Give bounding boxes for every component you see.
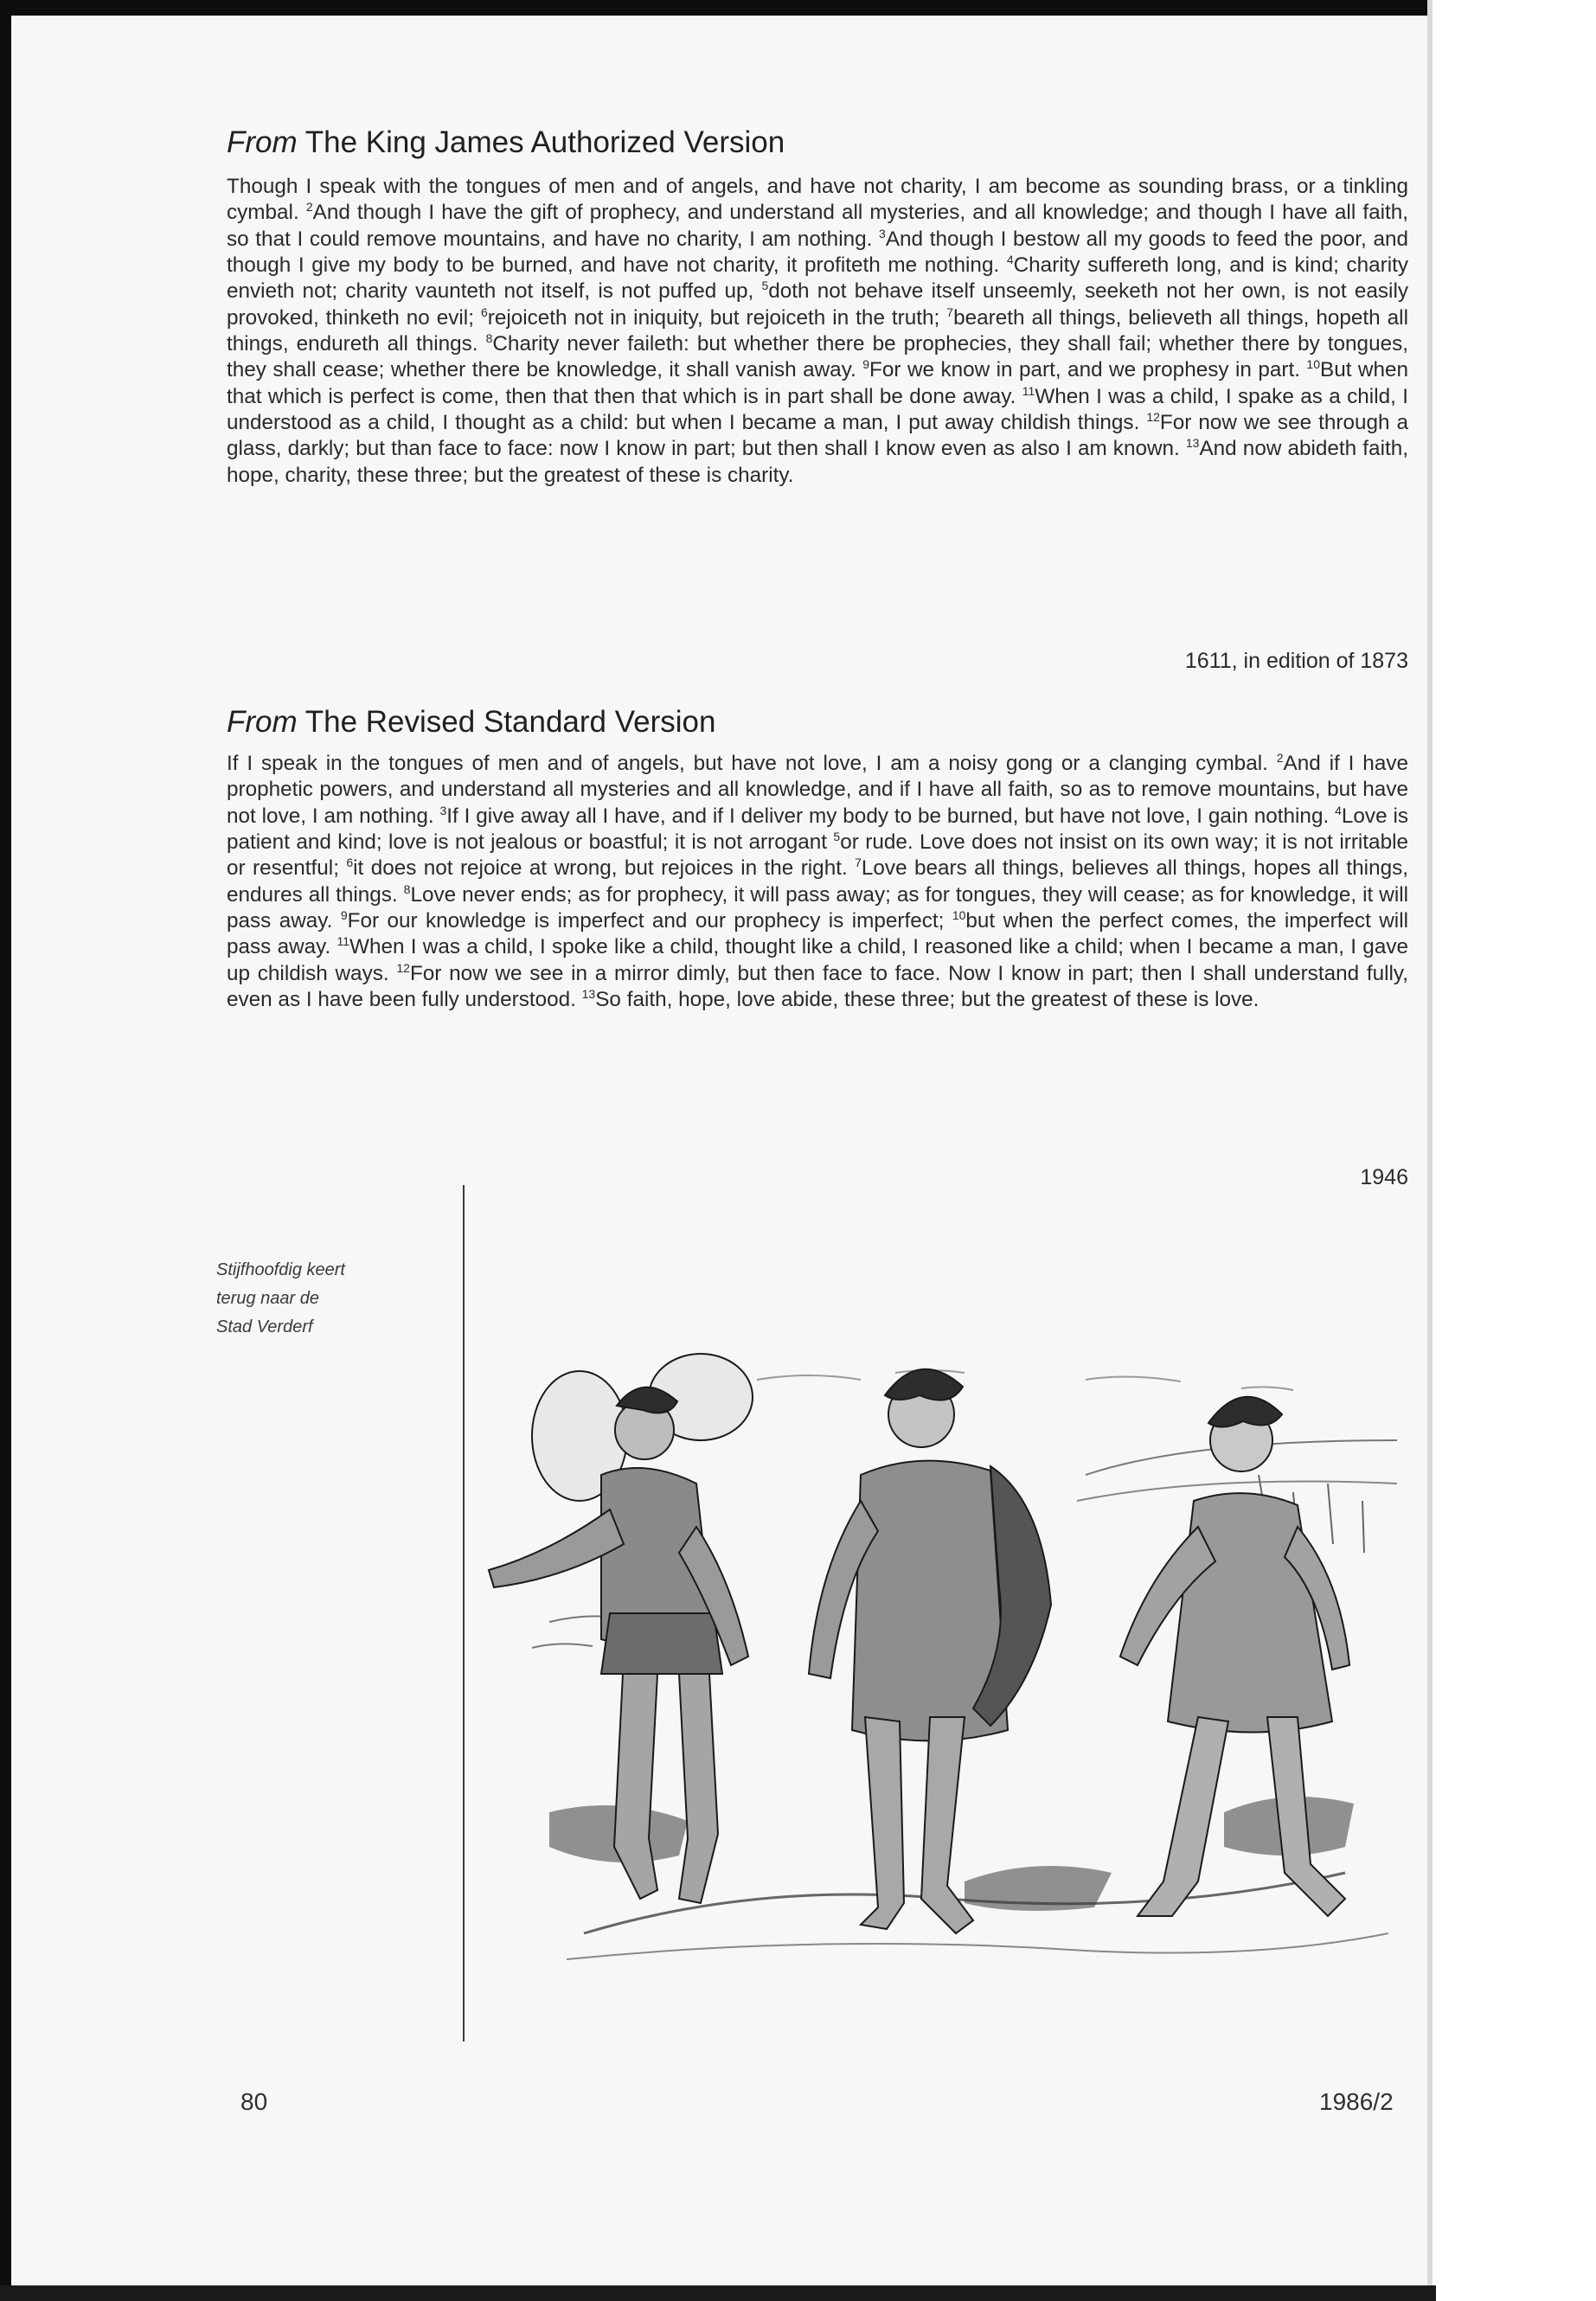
verse-text: or rude. Love does not insist on its own way; it is not irritable or resentful;	[227, 830, 1408, 881]
verse-number: 5	[833, 829, 841, 843]
rsv-attribution: 1946	[1360, 1165, 1408, 1189]
verse-number: 10	[1306, 357, 1320, 372]
verse-number: 11	[1022, 383, 1035, 398]
scan-border-left	[0, 0, 11, 2301]
illustration-caption	[216, 1256, 441, 1342]
verse-number: 11	[337, 934, 350, 949]
issue-number: 1986/2	[1319, 2088, 1394, 2115]
engraving-illustration	[480, 1328, 1432, 1985]
verse-text: rejoiceth not in iniquity, but rejoiceth in the truth;	[487, 305, 947, 330]
verse-text: If I speak in the tongues of men and of angels, but have not love, I am a noisy gong or a clanging cymbal.	[227, 752, 1277, 775]
verse-number: 6	[346, 856, 354, 870]
caption-line: Stad Verderf	[216, 1317, 313, 1336]
verse-number: 9	[862, 357, 870, 372]
verse-text: Though I speak with the tongues of men and of angels, and have not charity, I am become as sounding brass, or a tinkling cymbal.	[227, 175, 1408, 225]
verse-number: 5	[761, 279, 769, 293]
verse-number: 3	[879, 226, 886, 240]
kjv-heading-title: The King James Authorized Version	[304, 125, 785, 159]
scan-margin-right	[1433, 0, 1596, 2301]
kjv-passage	[227, 174, 1408, 489]
verse-number: 8	[403, 881, 411, 896]
verse-text: but when the perfect comes, the imperfect will pass away.	[227, 909, 1408, 959]
verse-number: 12	[396, 960, 410, 975]
verse-text: For we know in part, and we prophesy in part.	[869, 358, 1307, 382]
verse-number: 3	[439, 803, 447, 817]
verse-text: When I was a child, I spake as a child, I understood as a child, I thought as a child: but when I became a man, I put away childish things.	[227, 384, 1408, 435]
page-number: 80	[240, 2088, 268, 2115]
figure-center-youth	[809, 1369, 1051, 1933]
kjv-attribution: 1611, in edition of 1873	[1184, 649, 1408, 673]
verse-number: 7	[855, 856, 862, 870]
verse-number: 4	[1006, 252, 1014, 266]
rsv-heading-prefix: From	[227, 705, 298, 739]
verse-text: And though I have the gift of prophecy, and understand all mysteries, and all knowledge; and though I have all faith, so that I could remove mountains, and have no charity, I am nothing.	[227, 201, 1408, 251]
kjv-heading	[227, 125, 785, 160]
verse-number: 2	[1276, 750, 1284, 765]
verse-text: Love bears all things, believes all things, hopes all things, endures all things.	[227, 856, 1408, 907]
verse-number: 9	[340, 907, 348, 922]
kjv-heading-prefix: From	[227, 125, 298, 159]
verse-text: So faith, hope, love abide, these three; but the greatest of these is love.	[595, 988, 1259, 1012]
verse-number: 13	[1185, 436, 1200, 451]
verse-text: But when that which is perfect is come, then that then that which is in part shall be done away.	[227, 358, 1408, 408]
verse-text: For now we see in a mirror dimly, but then face to face. Now I know in part; then I shall understand fully, even as I have been fully understood.	[227, 961, 1408, 1012]
verse-number: 13	[581, 987, 596, 1001]
caption-line: terug naar de	[216, 1289, 319, 1308]
verse-text: doth not behave itself unseemly, seeketh not her own, is not easily provoked, thinketh no evil;	[227, 279, 1408, 330]
verse-text: And now abideth faith, hope, charity, these three; but the greatest of these is charity.	[227, 437, 1408, 487]
rsv-passage	[227, 751, 1408, 1013]
verse-text: And if I have prophetic powers, and understand all mysteries and all knowledge, and if I have all faith, so as to remove mountains, but have not love, I am nothing.	[227, 752, 1408, 828]
verse-number: 2	[305, 200, 313, 215]
verse-text: If I give away all I have, and if I deliver my body to be burned, but have not love, I gain nothing.	[446, 804, 1336, 828]
figure-left-youth	[489, 1354, 753, 1903]
verse-number: 10	[952, 907, 966, 922]
verse-text: When I was a child, I spoke like a child, thought like a child, I reasoned like a child; when I became a man, I gave up childish ways.	[227, 935, 1408, 985]
rsv-heading	[227, 705, 715, 740]
verse-number: 12	[1146, 410, 1160, 424]
verse-number: 8	[485, 330, 493, 345]
verse-text: Charity suffereth long, and is kind; charity envieth not; charity vaunteth not itself, is not puffed up,	[227, 253, 1408, 304]
verse-number: 7	[946, 304, 954, 319]
verse-text: beareth all things, believeth all things, hopeth all things, endureth all things.	[227, 305, 1408, 356]
column-divider	[463, 1185, 465, 2041]
caption-line: Stijfhoofdig keert	[216, 1260, 345, 1279]
verse-text: For now we see through a glass, darkly; but than face to face: now I know in part; but then shall I know even as also I am known.	[227, 411, 1408, 461]
verse-text: For our knowledge is imperfect and our prophecy is imperfect;	[347, 909, 952, 933]
rsv-heading-title: The Revised Standard Version	[304, 705, 716, 739]
verse-text: it does not rejoice at wrong, but rejoices in the right.	[353, 856, 856, 881]
scan-border-bottom	[0, 2285, 1436, 2301]
scan-border-top	[0, 0, 1453, 16]
verse-text: Charity never faileth: but whether there be prophecies, they shall fail; whether there by tongues, they shall cease; whether there be knowledge, it shall vanish away.	[227, 332, 1408, 382]
verse-text: Love never ends; as for prophecy, it will pass away; as for tongues, they will cease; as for knowledge, it will pass away.	[227, 882, 1409, 933]
verse-text: And though I bestow all my goods to feed the poor, and though I give my body to be burned, and have not charity, it profiteth me nothing.	[227, 227, 1408, 278]
verse-text: Love is patient and kind; love is not jealous or boastful; it is not arrogant	[227, 804, 1409, 855]
verse-number: 4	[1335, 803, 1342, 817]
verse-number: 6	[480, 304, 488, 319]
